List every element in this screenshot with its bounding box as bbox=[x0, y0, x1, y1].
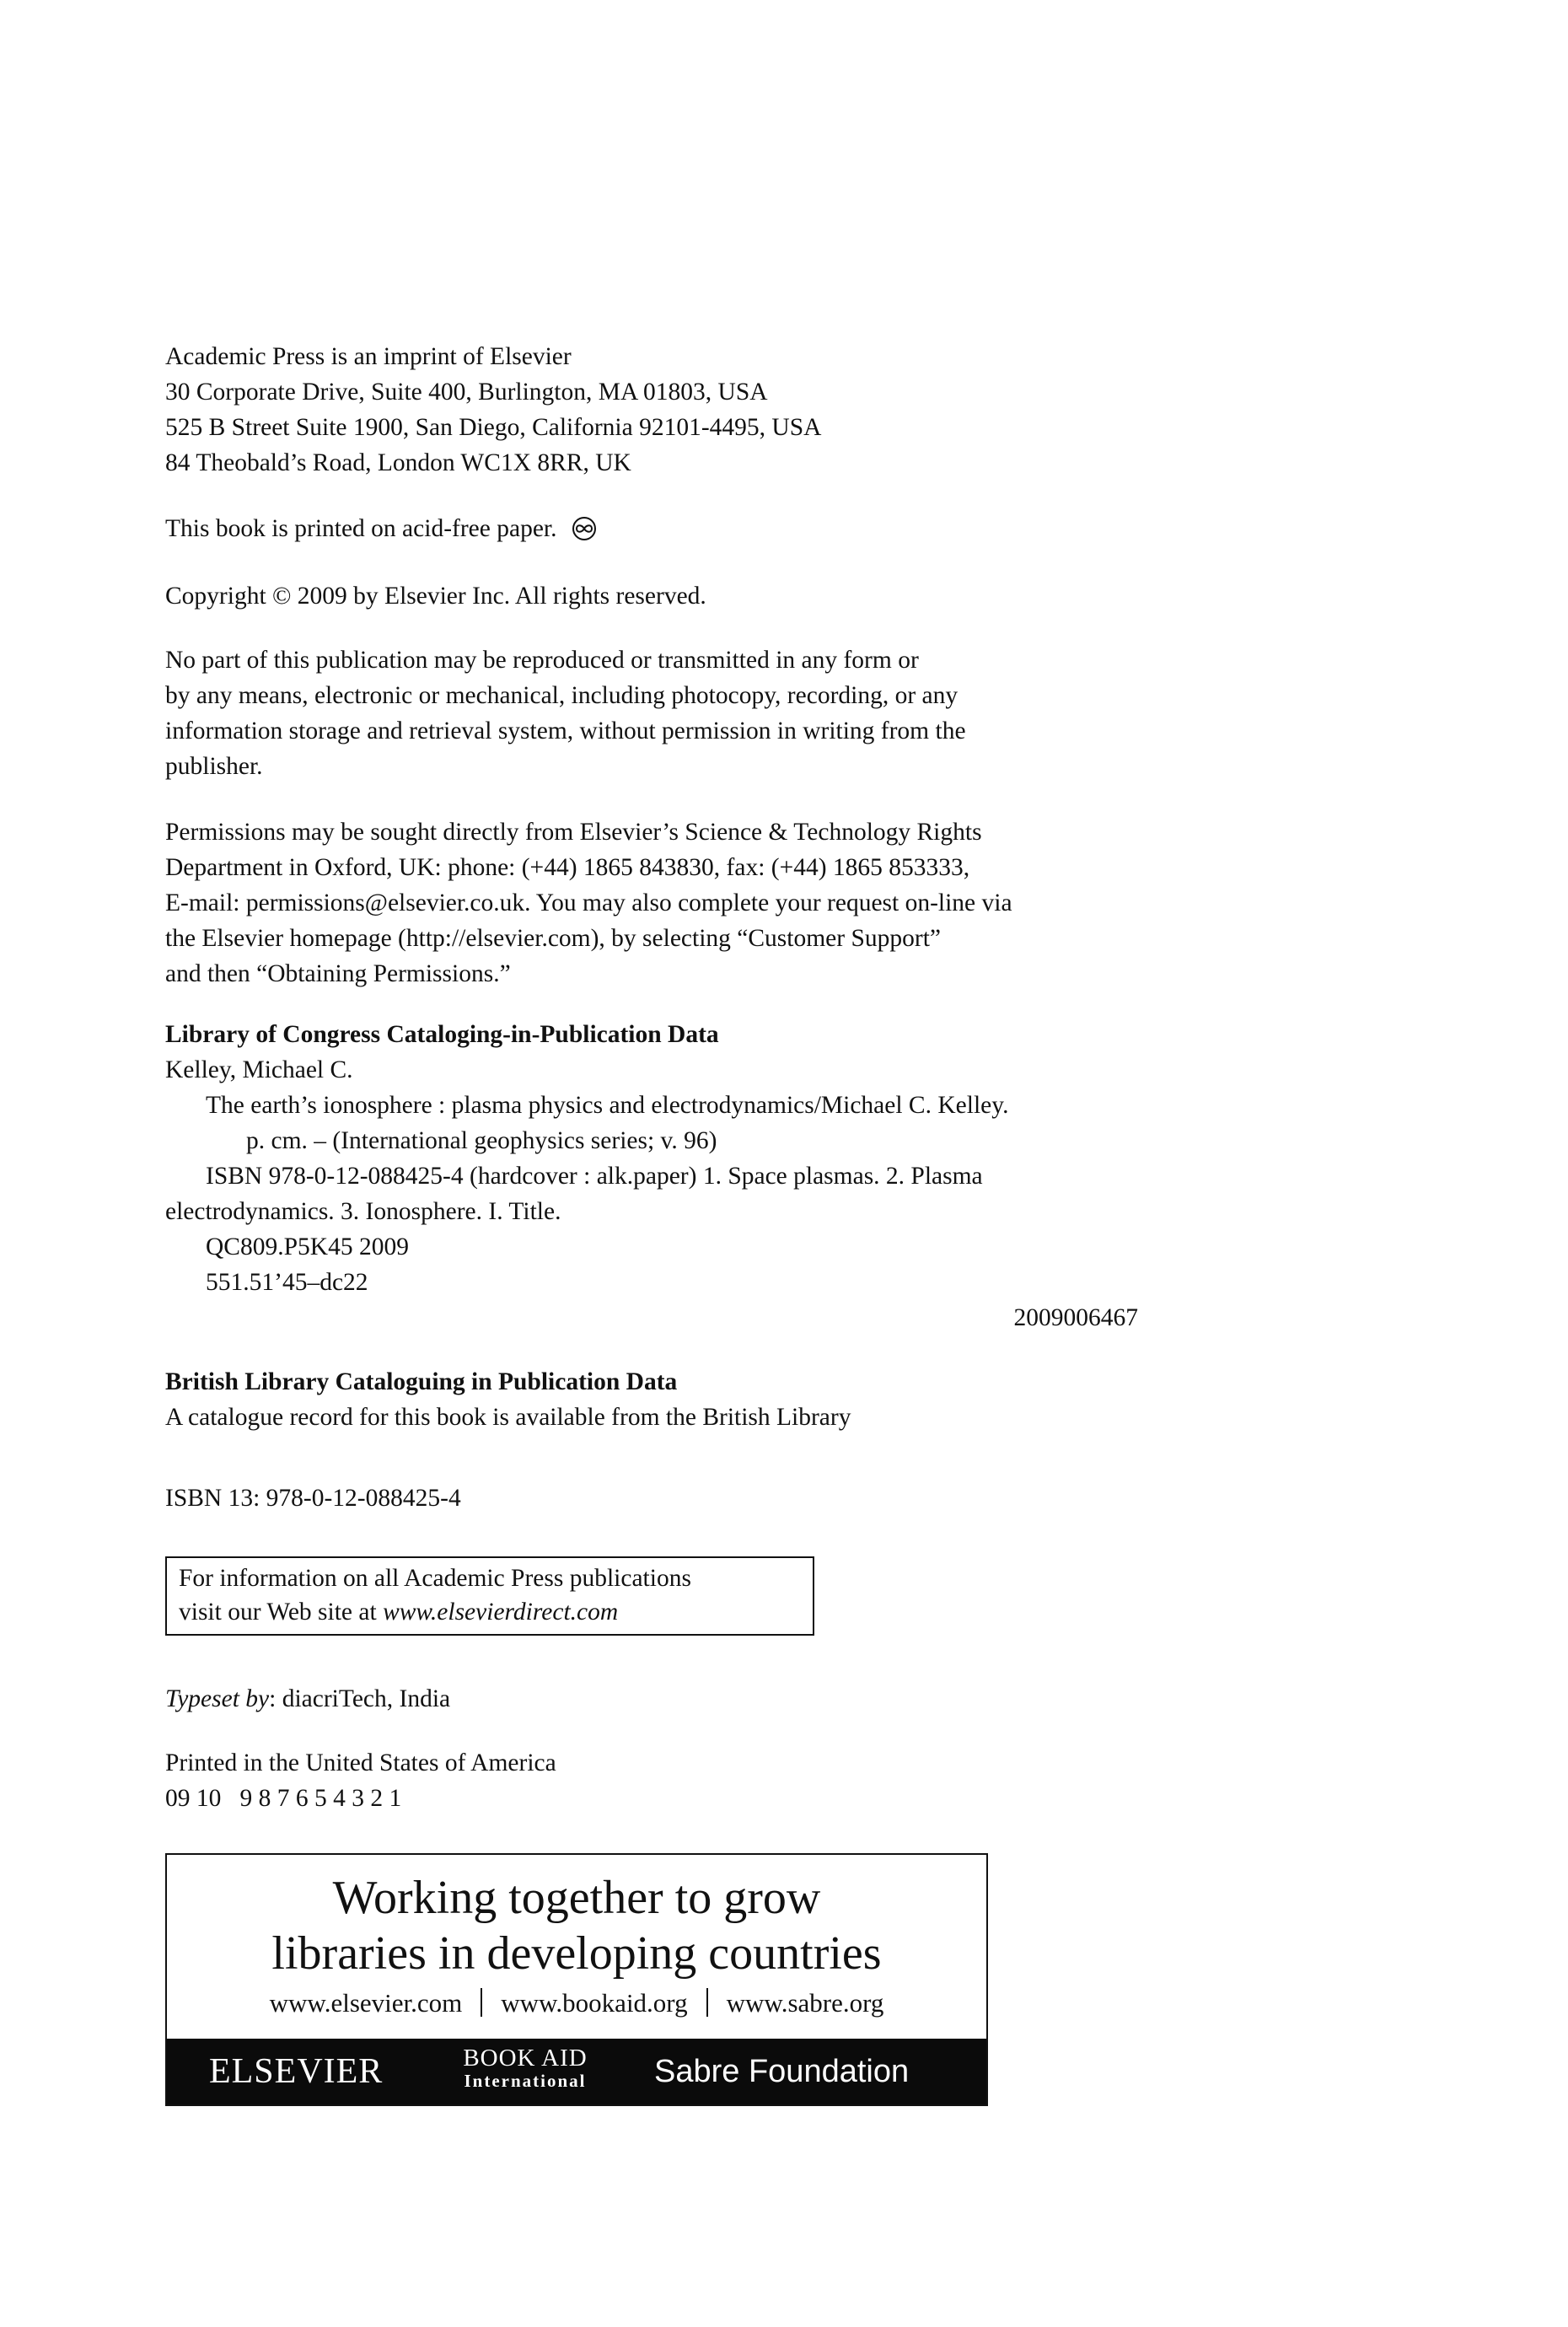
isbn13-line bbox=[165, 1481, 1261, 1516]
sabre-foundation-logo: Sabre Foundation bbox=[654, 2054, 910, 2089]
loc-call-number: QC809.P5K45 2009 bbox=[206, 1233, 409, 1260]
address-line: 30 Corporate Drive, Suite 400, Burlington, MA 01803, USA bbox=[165, 379, 768, 406]
address-line: Academic Press is an imprint of Elsevier bbox=[165, 343, 572, 370]
website-link[interactable]: www.elsevierdirect.com bbox=[383, 1599, 619, 1626]
bl-heading: British Library Cataloguing in Publication Data bbox=[165, 1368, 678, 1395]
loc-subjects: electrodynamics. 3. Ionosphere. I. Title. bbox=[165, 1198, 561, 1225]
site-sabre-link[interactable]: www.sabre.org bbox=[726, 1988, 884, 2018]
address-line: 84 Theobald’s Road, London WC1X 8RR, UK bbox=[165, 449, 631, 476]
divider bbox=[706, 1988, 708, 2017]
loc-author: Kelley, Michael C. bbox=[165, 1056, 353, 1083]
banner-headline-line: Working together to grow bbox=[332, 1872, 821, 1924]
bl-text: A catalogue record for this book is available from the British Library bbox=[165, 1404, 851, 1431]
typeset-label: Typeset by bbox=[165, 1685, 270, 1712]
printed-country: Printed in the United States of America bbox=[165, 1749, 556, 1776]
loc-control-number: 2009006467 bbox=[1013, 1304, 1138, 1331]
typeset-value: : diacriTech, India bbox=[269, 1685, 451, 1712]
library-partnership-banner bbox=[165, 1853, 988, 2106]
divider bbox=[481, 1988, 482, 2017]
bl-cip-data bbox=[165, 1364, 1261, 1435]
banner-headline-line: libraries in developing countries bbox=[271, 1927, 882, 1980]
printing-info bbox=[165, 1745, 1261, 1816]
copyright-line bbox=[165, 578, 1261, 614]
print-line-numbers: 09 10 9 8 7 6 5 4 3 2 1 bbox=[165, 1785, 402, 1812]
permissions-line: Department in Oxford, UK: phone: (+44) 1865 843830, fax: (+44) 1865 853333, bbox=[165, 854, 970, 881]
permissions-line: and then “Obtaining Permissions.” bbox=[165, 960, 511, 987]
loc-title: The earth’s ionosphere : plasma physics and electrodynamics/Michael C. Kelley. bbox=[206, 1092, 1009, 1119]
copyright-text: Copyright © 2009 by Elsevier Inc. All rights reserved. bbox=[165, 583, 706, 610]
publisher-addresses bbox=[165, 339, 1261, 481]
loc-isbn: ISBN 978-0-12-088425-4 (hardcover : alk.paper) 1. Space plasmas. 2. Plasma bbox=[206, 1163, 983, 1190]
info-box-line: For information on all Academic Press publications bbox=[179, 1565, 691, 1592]
permissions-line: E-mail: permissions@elsevier.co.uk. You may also complete your request on-line via bbox=[165, 889, 1012, 916]
permissions-line: Permissions may be sought directly from Elsevier’s Science & Technology Rights bbox=[165, 819, 982, 846]
rights-line: publisher. bbox=[165, 753, 263, 780]
infinity-circle-icon bbox=[572, 516, 597, 541]
acid-free-text: This book is printed on acid-free paper. bbox=[165, 515, 557, 542]
typeset-credit bbox=[165, 1681, 1261, 1717]
rights-line: information storage and retrieval system, without permission in writing from the bbox=[165, 717, 966, 744]
loc-series: p. cm. – (International geophysics series; v. 96) bbox=[246, 1127, 717, 1154]
loc-cip-data bbox=[165, 1017, 1261, 1300]
website-info-box bbox=[165, 1556, 814, 1636]
site-bookaid-link[interactable]: www.bookaid.org bbox=[501, 1988, 688, 2018]
info-box-prefix: visit our Web site at bbox=[179, 1599, 384, 1626]
permissions-line: the Elsevier homepage (http://elsevier.com), by selecting “Customer Support” bbox=[165, 925, 941, 952]
rights-notice bbox=[165, 642, 1261, 784]
loc-heading: Library of Congress Cataloging-in-Publication Data bbox=[165, 1021, 719, 1048]
bookaid-logo-bottom: International bbox=[464, 2071, 587, 2091]
permissions-notice bbox=[165, 814, 1261, 992]
banner-logo-bar bbox=[167, 2039, 986, 2104]
loc-dewey: 551.51’45–dc22 bbox=[206, 1269, 368, 1296]
banner-websites bbox=[167, 1986, 986, 2020]
elsevier-logo: ELSEVIER bbox=[209, 2052, 384, 2091]
rights-line: No part of this publication may be reproduced or transmitted in any form or bbox=[165, 647, 919, 674]
bookaid-logo bbox=[445, 2045, 605, 2091]
acid-free-notice bbox=[165, 511, 1261, 546]
site-elsevier-link[interactable]: www.elsevier.com bbox=[269, 1988, 463, 2018]
banner-headline bbox=[167, 1870, 986, 1981]
bookaid-logo-top: BOOK AID bbox=[463, 2045, 588, 2072]
isbn13-text: ISBN 13: 978-0-12-088425-4 bbox=[165, 1485, 461, 1512]
rights-line: by any means, electronic or mechanical, including photocopy, recording, or any bbox=[165, 682, 959, 709]
address-line: 525 B Street Suite 1900, San Diego, California 92101-4495, USA bbox=[165, 414, 822, 441]
